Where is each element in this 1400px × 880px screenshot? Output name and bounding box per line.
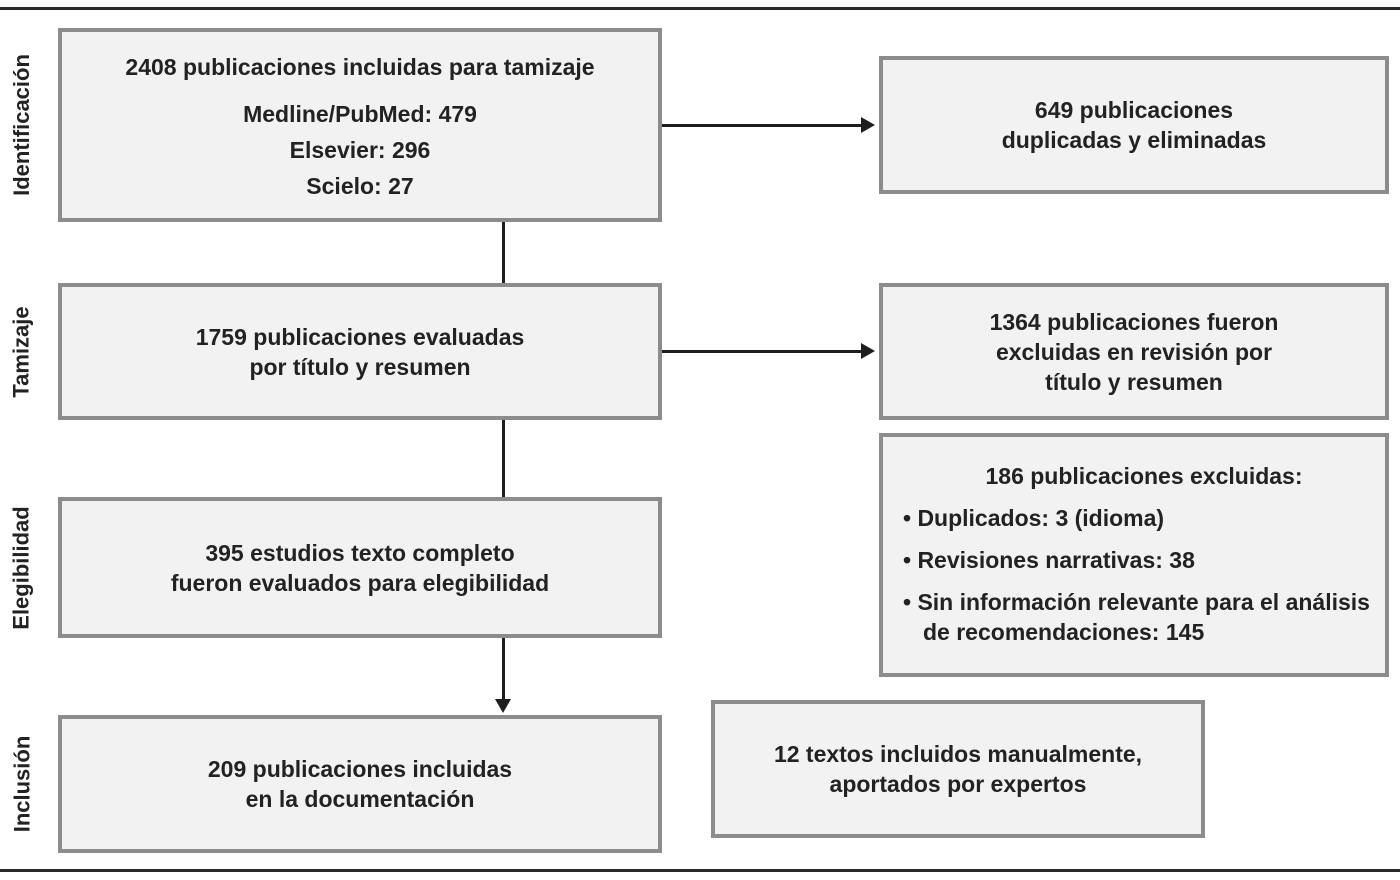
screening-excluded-line-3: título y resumen — [1045, 368, 1223, 395]
screening-excluded-line-2: excluidas en revisión por — [995, 338, 1273, 365]
connector-to-screening-excluded — [662, 350, 862, 353]
screening-excluded-box — [879, 283, 1389, 420]
source-medline: Medline/PubMed: 479 — [243, 101, 477, 127]
screening-excluded-line-1: 1364 publicaciones fueron — [989, 308, 1279, 335]
connector-identification-screening — [502, 222, 505, 283]
eligibility-line-2: fueron evaluados para elegibilidad — [170, 569, 550, 596]
stage-label-identificacion — [2, 28, 42, 222]
manual-line-2: aportados por expertos — [829, 771, 1087, 797]
stage-label-tamizaje — [2, 283, 42, 420]
bottom-rule — [0, 869, 1400, 872]
stage-label-elegibilidad — [2, 497, 42, 638]
eligibility-excluded-title: 186 publicaciones excluidas: — [985, 463, 1303, 489]
excluded-reason-sin-informacion-cont: de recomendaciones: 145 — [923, 619, 1205, 645]
stage-identificacion-text: Identificación — [9, 54, 35, 196]
stage-inclusion-text: Inclusión — [9, 735, 34, 833]
screening-line-1: 1759 publicaciones evaluadas — [195, 323, 525, 350]
excluded-reason-revisiones: • Revisiones narrativas: 38 — [903, 547, 1195, 573]
duplicates-box — [879, 56, 1389, 194]
included-line-2: en la documentación — [245, 786, 475, 812]
stage-label-inclusion — [2, 715, 42, 853]
duplicates-line-2: duplicadas y eliminadas — [1001, 127, 1267, 153]
connector-to-duplicates — [662, 124, 862, 127]
arrowhead-to-included — [495, 699, 511, 713]
eligibility-box — [58, 497, 662, 638]
excluded-reason-sin-informacion — [903, 587, 1370, 647]
arrowhead-to-duplicates — [861, 117, 875, 133]
identification-title: 2408 publicaciones incluidas para tamizaje — [125, 54, 595, 80]
top-rule — [0, 7, 1400, 10]
included-box — [58, 715, 662, 853]
excluded-reason-duplicados: • Duplicados: 3 (idioma) — [903, 505, 1165, 531]
source-scielo: Scielo: 27 — [306, 173, 414, 199]
included-line-1: 209 publicaciones incluidas — [207, 756, 513, 782]
duplicates-line-1: 649 publicaciones — [1034, 97, 1234, 123]
source-elsevier: Elsevier: 296 — [289, 137, 431, 163]
connector-screening-eligibility — [502, 420, 505, 497]
identification-box — [58, 28, 662, 222]
manual-line-1: 12 textos incluidos manualmente, — [773, 741, 1143, 767]
screening-box — [58, 283, 662, 420]
stage-tamizaje-text: Tamizaje — [9, 305, 34, 398]
arrowhead-to-screening-excluded — [861, 343, 875, 359]
eligibility-line-1: 395 estudios texto completo — [205, 539, 515, 566]
screening-line-2: por título y resumen — [249, 353, 471, 380]
manual-inclusion-box — [711, 700, 1205, 838]
stage-elegibilidad-text: Elegibilidad — [9, 505, 34, 630]
eligibility-excluded-box — [879, 433, 1389, 677]
excluded-reason-sin-informacion-text: • Sin información relevante para el análisis — [903, 589, 1370, 615]
connector-eligibility-inclusion — [502, 638, 505, 700]
